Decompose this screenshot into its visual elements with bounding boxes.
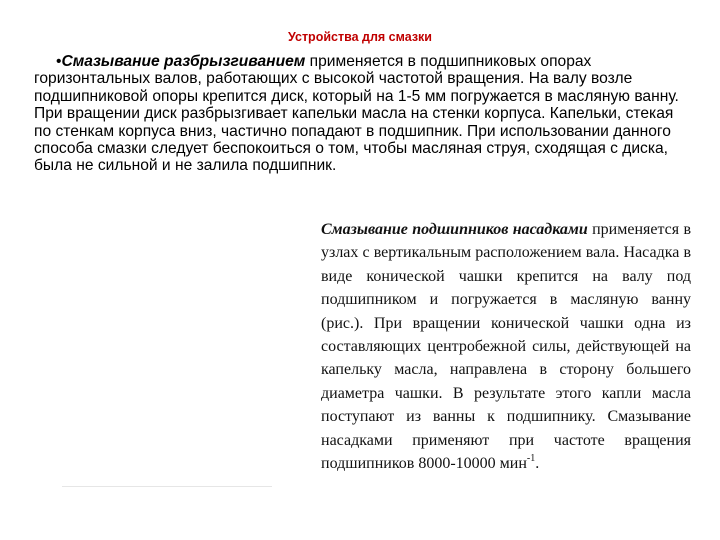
scanned-end: .	[535, 455, 540, 473]
bullet-paragraph	[34, 53, 694, 175]
scanned-text-image	[312, 214, 704, 534]
scanned-figure-area	[48, 216, 310, 534]
scanned-paragraph	[321, 218, 691, 475]
bullet-marker: •	[56, 53, 62, 70]
bullet-text: применяется в подшипниковых опорах горизонтальных валов, работающих с высокой частотой вращения. На валу возле подшипниковой опоры крепится диск, который на 1-5 мм погружается в масляную ванну. При вращении диск разбрызгивает капельки масла на стенки корпуса. Капельки, стекая по стенкам корпуса вниз, частично попадают в подшипник. При использовании данного способа смазки следует беспокоиться о том, чтобы масляная струя, сходящая с диска, была не сильной и не залила подшипник.	[34, 53, 679, 175]
bullet-term: Смазывание разбрызгиванием	[61, 53, 306, 70]
slide-title: Устройства для смазки	[288, 30, 432, 44]
figure-divider-line	[62, 486, 272, 487]
scanned-superscript: -1	[526, 453, 536, 465]
scanned-text: применяется в узлах с вертикальным расположением вала. Насадка в виде конической чашки крепится на валу под подшипником и погружается в масляную ванну (рис.). При вращении конической чашки одна из составляющих центробежной силы, действующей на капельку масла, направлена в сторону большего диаметра чашки. В результате этого капли масла поступают из ванны к подшипнику. Смазывание насадками применяют при частоте вращения подшипников 8000-10000 мин	[321, 221, 692, 473]
scanned-term: Смазывание подшипников насадками	[321, 221, 588, 238]
